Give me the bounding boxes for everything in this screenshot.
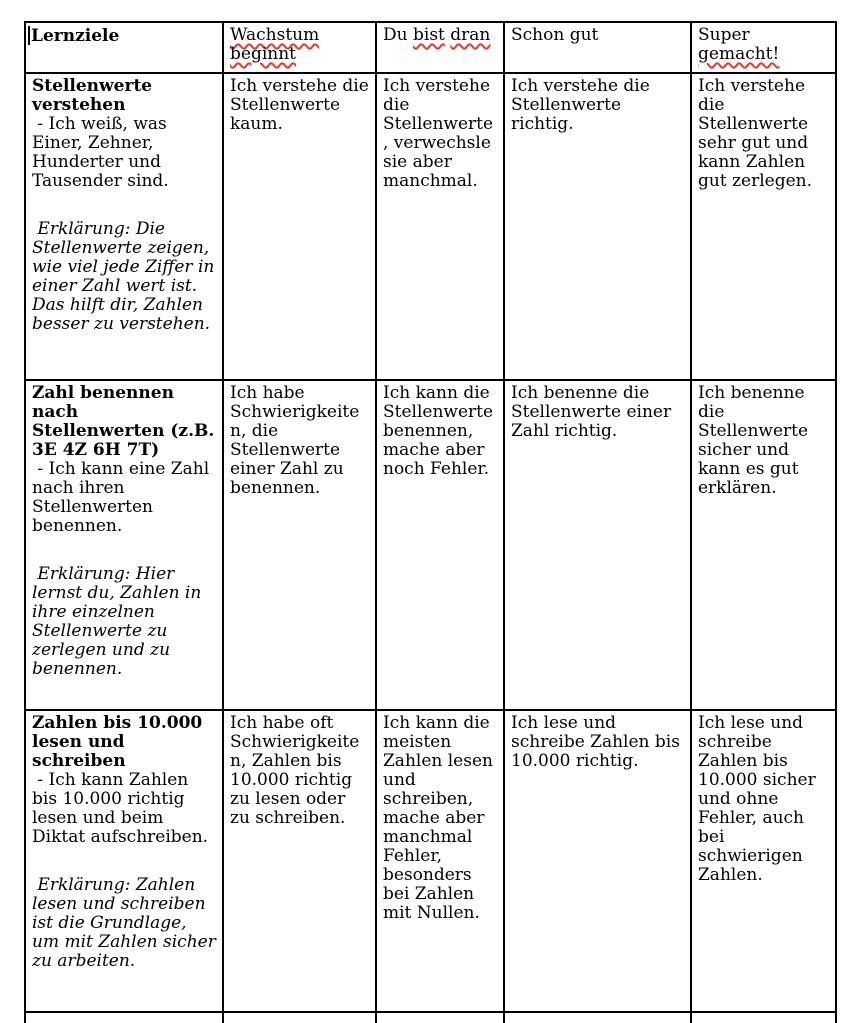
goal-title: Zahlen bis 10.000 lesen und schreiben	[32, 713, 203, 771]
level-cell-schon-gut[interactable]	[504, 73, 691, 380]
spellcheck-word: Wachstum	[230, 25, 320, 45]
level-cell-du-bist-dran[interactable]	[376, 380, 504, 710]
level-text: Ich kann die Stellenwerte benennen, mache aber noch Fehler.	[383, 383, 494, 479]
level-text: Ich habe oft Schwierigkeiten, Zahlen bis 10.000 richtig zu lesen oder zu schreiben.	[230, 713, 360, 828]
level-text: Ich verstehe die Stellenwerte richtig.	[511, 76, 650, 134]
level-text: Ich kann die meisten Zahlen lesen und schreiben, mache aber manchmal Fehler, besonders bei Zahlen mit Nullen.	[383, 713, 493, 923]
header-word: Super	[698, 25, 750, 45]
goal-title: Zahl benennen nach Stellenwerten (z.B. 3E 4Z 6H 7T)	[32, 383, 215, 460]
goal-cell[interactable]	[25, 710, 223, 1012]
level-cell-schon-gut[interactable]	[504, 380, 691, 710]
header-cell-du-bist-dran[interactable]	[376, 22, 504, 73]
goal-cell[interactable]	[25, 73, 223, 380]
spellcheck-word: bist	[413, 25, 445, 45]
header-cell-wachstum-beginnt[interactable]	[223, 22, 376, 73]
table-row-stellenwerte-verstehen	[25, 73, 836, 380]
header-cell-super-gemacht[interactable]	[691, 22, 836, 73]
level-cell-wachstum-beginnt[interactable]	[223, 710, 376, 1012]
level-cell-wachstum-beginnt[interactable]	[223, 380, 376, 710]
level-cell-schon-gut[interactable]	[504, 1012, 691, 1023]
level-text: Ich verstehe die Stellenwerte sehr gut und kann Zahlen gut zerlegen.	[698, 76, 813, 191]
goal-explanation: Erklärung: Die Stellenwerte zeigen, wie viel jede Ziffer in einer Zahl wert ist. Das hilft dir, Zahlen besser zu verstehen.	[32, 219, 220, 334]
goal-statement: - Ich weiß, was Einer, Zehner, Hunderter und Tausender sind.	[32, 114, 173, 191]
header-label-schon-gut: Schon gut	[511, 25, 599, 45]
level-cell-schon-gut[interactable]	[504, 710, 691, 1012]
goal-statement: - Ich kann eine Zahl nach ihren Stellenwerten benennen.	[32, 459, 215, 536]
level-text: Ich benenne die Stellenwerte sicher und kann es gut erklären.	[698, 383, 809, 498]
level-text: Ich verstehe die Stellenwerte, verwechsle sie aber manchmal.	[383, 76, 494, 191]
table-row-partial	[25, 1012, 836, 1023]
goal-cell[interactable]	[25, 1012, 223, 1023]
header-cell-lernziele[interactable]	[25, 22, 223, 73]
level-cell-du-bist-dran[interactable]	[376, 1012, 504, 1023]
learning-goals-rubric-table	[24, 21, 837, 1023]
level-text: Ich lese und schreibe Zahlen bis 10.000 richtig.	[511, 713, 680, 771]
level-cell-wachstum-beginnt[interactable]	[223, 73, 376, 380]
header-row	[25, 22, 836, 73]
header-word: Du	[383, 25, 408, 45]
level-text: Ich verstehe die Stellenwerte kaum.	[230, 76, 369, 134]
goal-title: Stellenwerte verstehen	[32, 76, 153, 115]
level-cell-wachstum-beginnt[interactable]	[223, 1012, 376, 1023]
spellcheck-word: gemacht!	[698, 44, 780, 64]
goal-explanation: Erklärung: Zahlen lesen und schreiben ist die Grundlage, um mit Zahlen sicher zu arbeiten.	[32, 875, 222, 971]
header-label-lernziele: Lernziele	[31, 26, 120, 46]
spellcheck-word: beginnt	[230, 44, 296, 64]
level-cell-super-gemacht[interactable]	[691, 73, 836, 380]
level-cell-du-bist-dran[interactable]	[376, 73, 504, 380]
level-cell-super-gemacht[interactable]	[691, 380, 836, 710]
text-cursor	[28, 26, 30, 45]
goal-explanation: Erklärung: Hier lernst du, Zahlen in ihre einzelnen Stellenwerte zu zerlegen und zu benennen.	[32, 564, 207, 679]
header-cell-schon-gut[interactable]	[504, 22, 691, 73]
level-cell-du-bist-dran[interactable]	[376, 710, 504, 1012]
goal-cell[interactable]	[25, 380, 223, 710]
table-row-zahlen-lesen-schreiben	[25, 710, 836, 1012]
table-row-zahl-benennen	[25, 380, 836, 710]
level-cell-super-gemacht[interactable]	[691, 710, 836, 1012]
goal-statement: - Ich kann Zahlen bis 10.000 richtig lesen und beim Diktat aufschreiben.	[32, 770, 209, 847]
spellcheck-word: dran	[450, 25, 491, 45]
level-cell-super-gemacht[interactable]	[691, 1012, 836, 1023]
level-text: Ich benenne die Stellenwerte einer Zahl richtig.	[511, 383, 672, 441]
level-text: Ich habe Schwierigkeiten, die Stellenwerte einer Zahl zu benennen.	[230, 383, 360, 498]
level-text: Ich lese und schreibe Zahlen bis 10.000 sicher und ohne Fehler, auch bei schwierigen Zahlen.	[698, 713, 816, 885]
